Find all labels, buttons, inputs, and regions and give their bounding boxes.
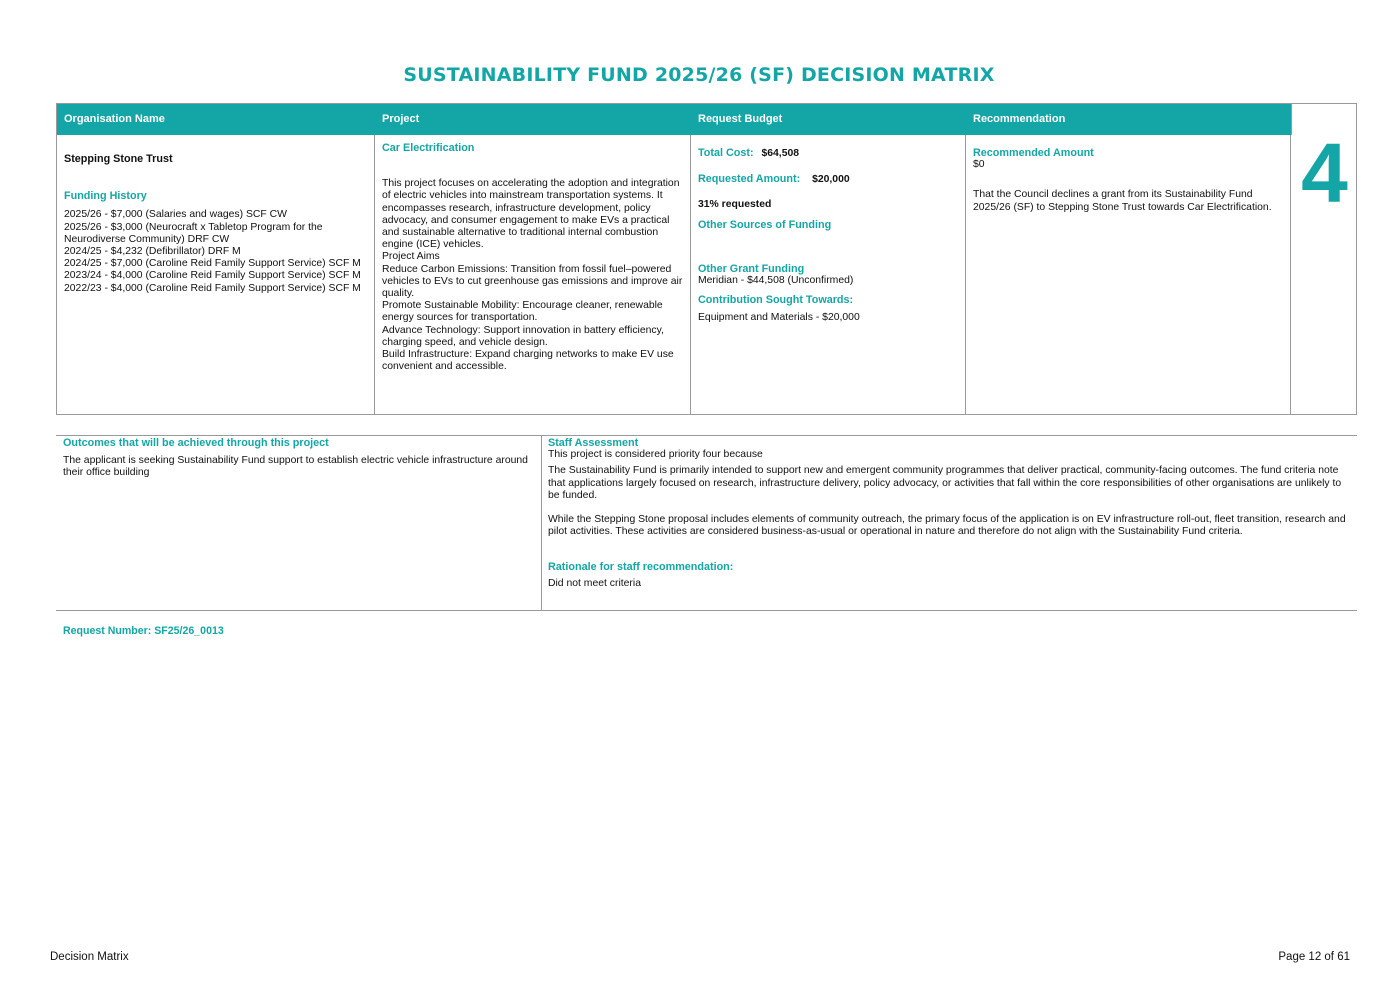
project-aims-heading: Project Aims [382, 251, 440, 263]
contribution-label: Contribution Sought Towards: [698, 294, 854, 307]
budget-cell [691, 135, 966, 414]
header-project: Project [375, 104, 691, 135]
recommendation-text: That the Council declines a grant from its Sustainability Fund 2025/26 (SF) to Stepping Stone Trust towards Car Electrification. [973, 189, 1272, 213]
staff-paragraph-2: While the Stepping Stone proposal includes elements of community outreach, the primary focus of the application is on EV infrastructure roll-out, fleet transition, research and pilot activities. These activities are considered business-as-usual or operational in nature and therefore do not align with the Sustainability Fund criteria. [548, 514, 1346, 538]
project-cell [375, 135, 691, 414]
outcomes-text: The applicant is seeking Sustainability Fund support to establish electric vehicle infrastructure around their office building [63, 455, 528, 479]
header-organisation: Organisation Name [57, 104, 375, 135]
requested-amount-value: $20,000 [812, 174, 850, 186]
project-aim-item: Build Infrastructure: Expand charging networks to make EV use convenient and accessible. [382, 349, 674, 373]
assessment-section [56, 435, 1357, 611]
funding-history-item: Neurodiverse Community) DRF CW [64, 233, 230, 245]
staff-paragraph-1: The Sustainability Fund is primarily intended to support new and emergent community programmes that deliver practical, community-facing outcomes. The fund criteria note that applications largely focused on research, infrastructure delivery, policy advocacy, or activities that fall within the core responsibilities of other organisations are unlikely to be funded. [548, 465, 1342, 501]
section-divider [541, 436, 542, 610]
request-number: Request Number: SF25/26_0013 [63, 625, 224, 637]
funding-history-item: 2024/25 - $7,000 (Caroline Reid Family Support Service) SCF M [64, 258, 361, 270]
funding-history-item: 2022/23 - $4,000 (Caroline Reid Family Support Service) SCF M [64, 282, 361, 294]
decision-matrix-table [56, 103, 1357, 415]
footer-document-name: Decision Matrix [50, 951, 129, 963]
priority-number: 4 [1301, 126, 1348, 220]
org-cell [57, 135, 375, 414]
contribution-value: Equipment and Materials - $20,000 [698, 312, 860, 324]
recommended-amount-label: Recommended Amount [973, 147, 1094, 159]
recommended-amount-value: $0 [973, 159, 985, 171]
project-name: Car Electrification [382, 142, 475, 154]
funding-history-item: 2024/25 - $4,232 (Defibrillator) DRF M [64, 246, 241, 258]
footer-page-number: Page 12 of 61 [1278, 951, 1350, 963]
staff-assessment-cell [548, 436, 1348, 590]
funding-history-item: 2025/26 - $7,000 (Salaries and wages) SCF CW [64, 209, 287, 221]
page-title: SUSTAINABILITY FUND 2025/26 (SF) DECISION MATRIX [403, 64, 995, 86]
project-aim-item: Reduce Carbon Emissions: Transition from fossil fuel–powered vehicles to EVs to cut greenhouse gas emissions and improve air quality. [382, 263, 683, 300]
rationale-label: Rationale for staff recommendation: [548, 561, 734, 574]
requested-amount-label: Requested Amount: [698, 173, 801, 186]
other-sources-label: Other Sources of Funding [698, 218, 832, 231]
total-cost-label: Total Cost: [698, 147, 754, 159]
project-aim-item: Advance Technology: Support innovation in battery efficiency, charging speed, and vehicle design. [382, 324, 664, 348]
staff-assessment-label: Staff Assessment [548, 437, 639, 449]
staff-priority-text: This project is considered priority four because [548, 449, 763, 461]
percent-requested: 31% requested [698, 199, 772, 211]
recommendation-cell [966, 135, 1291, 414]
funding-history-label: Funding History [64, 190, 147, 203]
other-grant-value: Meridian - $44,508 (Unconfirmed) [698, 275, 854, 287]
other-grant-label: Other Grant Funding [698, 262, 805, 275]
project-aim-item: Promote Sustainable Mobility: Encourage cleaner, renewable energy sources for transportation. [382, 300, 663, 324]
header-budget: Request Budget [691, 104, 966, 135]
funding-history-item: 2025/26 - $3,000 (Neurocraft x Tabletop Program for the [64, 221, 323, 233]
funding-history-item: 2023/24 - $4,000 (Caroline Reid Family Support Service) SCF M [64, 270, 361, 282]
org-name: Stepping Stone Trust [64, 153, 173, 165]
header-recommendation: Recommendation [966, 104, 1291, 135]
funding-history-list [64, 209, 368, 294]
project-description: This project focuses on accelerating the adoption and integration of electric vehicles into mainstream transportation systems. It encompasses research, infrastructure development, policy advocacy, and consumer engagement to make EVs a practical and sustainable alternative to traditional internal combustion engine (ICE) vehicles. [382, 178, 680, 251]
rationale-text: Did not meet criteria [548, 577, 641, 589]
outcomes-cell [63, 436, 533, 480]
total-cost-value: $64,508 [761, 148, 800, 159]
outcomes-label: Outcomes that will be achieved through this project [63, 437, 329, 449]
